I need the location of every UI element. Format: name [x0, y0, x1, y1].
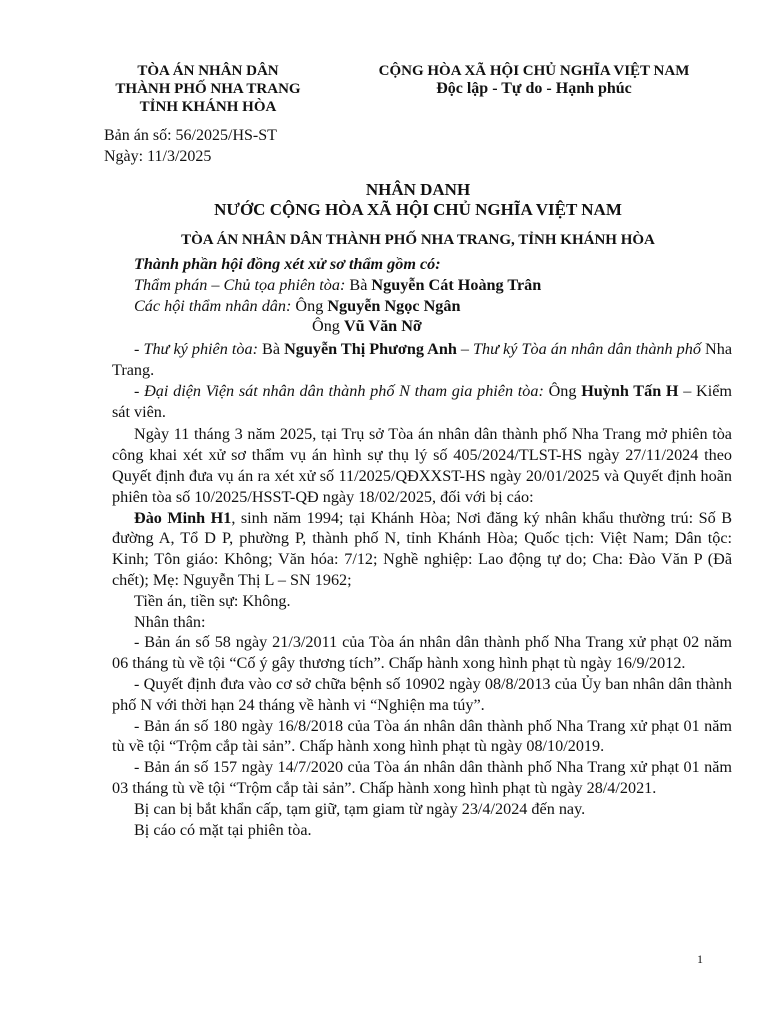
clerk-line	[112, 339, 732, 381]
judgment-meta	[104, 125, 277, 167]
judge-name: Nguyễn Cát Hoàng Trân	[371, 275, 542, 294]
court-name-line1: TÒA ÁN NHÂN DÂN	[137, 63, 279, 79]
juror2-title: Ông	[312, 317, 344, 336]
judge-title: Bà	[345, 275, 372, 294]
juror2-line	[112, 316, 732, 337]
court-name-line3: TỈNH KHÁNH HÒA	[139, 99, 277, 115]
procurator-name: Huỳnh Tấn H	[581, 381, 679, 400]
jurors-line	[112, 296, 732, 317]
personal-history-item: - Quyết định đưa vào cơ sở chữa bệnh số 10902 ngày 08/8/2013 của Ủy ban nhân dân thành phố N với thời hạn 24 tháng về hành vi “Nghiện ma túy”.	[112, 674, 732, 714]
detention-statement: Bị can bị bắt khẩn cấp, tạm giữ, tạm giam từ ngày 23/4/2024 đến nay.	[134, 799, 586, 818]
clerk-name: Nguyễn Thị Phương Anh	[284, 340, 457, 359]
judge-label: Thẩm phán – Chủ tọa phiên tòa:	[134, 275, 346, 294]
personal-history-item: - Bản án số 58 ngày 21/3/2011 của Tòa án nhân dân thành phố Nha Trang xử phạt 02 năm 06 tháng tù về tội “Cố ý gây thương tích”. Chấp hành xong hình phạt tù ngày 16/9/2012.	[112, 633, 732, 673]
presence-statement: Bị cáo có mặt tại phiên tòa.	[134, 820, 312, 839]
nation-title: CỘNG HÒA XÃ HỘI CHỦ NGHĨA VIỆT NAM	[378, 63, 690, 79]
national-motto: Độc lập - Tự do - Hạnh phúc	[436, 80, 632, 97]
case-number: Bản án số: 56/2025/HS-ST	[104, 127, 277, 144]
republic-title: NƯỚC CỘNG HÒA XÃ HỘI CHỦ NGHĨA VIỆT NAM	[214, 200, 622, 219]
personal-history-item: - Bản án số 157 ngày 14/7/2020 của Tòa án nhân dân thành phố Nha Trang xử phạt 01 năm 03 tháng tù về tội “Trộm cắp tài sản”. Chấp hành xong hình phạt tù ngày 28/4/2021.	[112, 758, 732, 797]
clerk-tail: Nha Trang.	[112, 340, 732, 379]
prior-record: Tiền án, tiền sự: Không.	[134, 591, 291, 610]
in-name-title: NHÂN DANH	[365, 180, 471, 199]
session-paragraph: Ngày 11 tháng 3 năm 2025, tại Trụ sở Tòa án nhân dân thành phố Nha Trang mở phiên tòa công khai xét xử sơ thẩm vụ án hình sự thụ lý số 405/2024/TLST-HS ngày 27/11/2024 theo Quyết định đưa vụ án ra xét xử số 11/2025/QĐXXST-HS ngày 20/01/2025 và Quyết định hoãn phiên tòa số 10/2025/HSST-QĐ ngày 18/02/2025, đối với bị cáo:	[112, 425, 732, 506]
juror1-name: Nguyễn Ngọc Ngân	[327, 296, 461, 315]
court-name-line2: THÀNH PHỐ NHA TRANG	[115, 81, 301, 97]
defendant-paragraph	[112, 508, 732, 591]
juror1-title: Ông	[291, 296, 328, 315]
personal-history-label: Nhân thân:	[134, 612, 206, 631]
defendant-name: Đào Minh H1	[134, 508, 232, 527]
panel-heading: Thành phần hội đồng xét xử sơ thẩm gồm có:	[134, 255, 441, 273]
clerk-label: - Thư ký phiên tòa:	[134, 340, 258, 359]
procurator-title: Ông	[543, 381, 582, 400]
clerk-role: – Thư ký Tòa án nhân dân thành phố	[456, 340, 701, 359]
jurors-label: Các hội thẩm nhân dân:	[134, 296, 292, 315]
national-header	[348, 62, 720, 98]
page-number: 1	[697, 952, 703, 966]
presiding-judge-line	[112, 275, 732, 296]
procurator-role: – Kiểm sát viên.	[112, 381, 732, 421]
personal-history-item: - Bản án số 180 ngày 16/8/2018 của Tòa án nhân dân thành phố Nha Trang xử phạt 01 năm tù về tội “Trộm cắp tài sản”. Chấp hành xong hình phạt tù ngày 08/10/2019.	[112, 716, 732, 756]
juror2-name: Vũ Văn Nỡ	[343, 317, 422, 336]
procurator-label: - Đại diện Viện sát nhân dân thành phố N tham gia phiên tòa:	[134, 381, 544, 400]
judgment-body	[112, 254, 732, 840]
clerk-title: Bà	[257, 340, 285, 359]
defendant-info: , sinh năm 1994; tại Khánh Hòa; Nơi đăng ký nhân khẩu thường trú: Số B đường A, Tổ D P, phường P, thành phố N, tỉnh Khánh Hòa; Quốc tịch: Việt Nam; Dân tộc: Kinh; Tôn giáo: Không; Văn hóa: 7/12; Nghề nghiệp: Lao động tự do; Cha: Đào Văn P (Đã chết); Mẹ: Nguyễn Thị L – SN 1962;	[112, 508, 732, 589]
court-full-title: TÒA ÁN NHÂN DÂN THÀNH PHỐ NHA TRANG, TỈNH KHÁNH HÒA	[181, 232, 655, 248]
judgment-date: Ngày: 11/3/2025	[104, 148, 212, 165]
court-header	[88, 62, 328, 116]
procurator-line	[112, 381, 732, 423]
